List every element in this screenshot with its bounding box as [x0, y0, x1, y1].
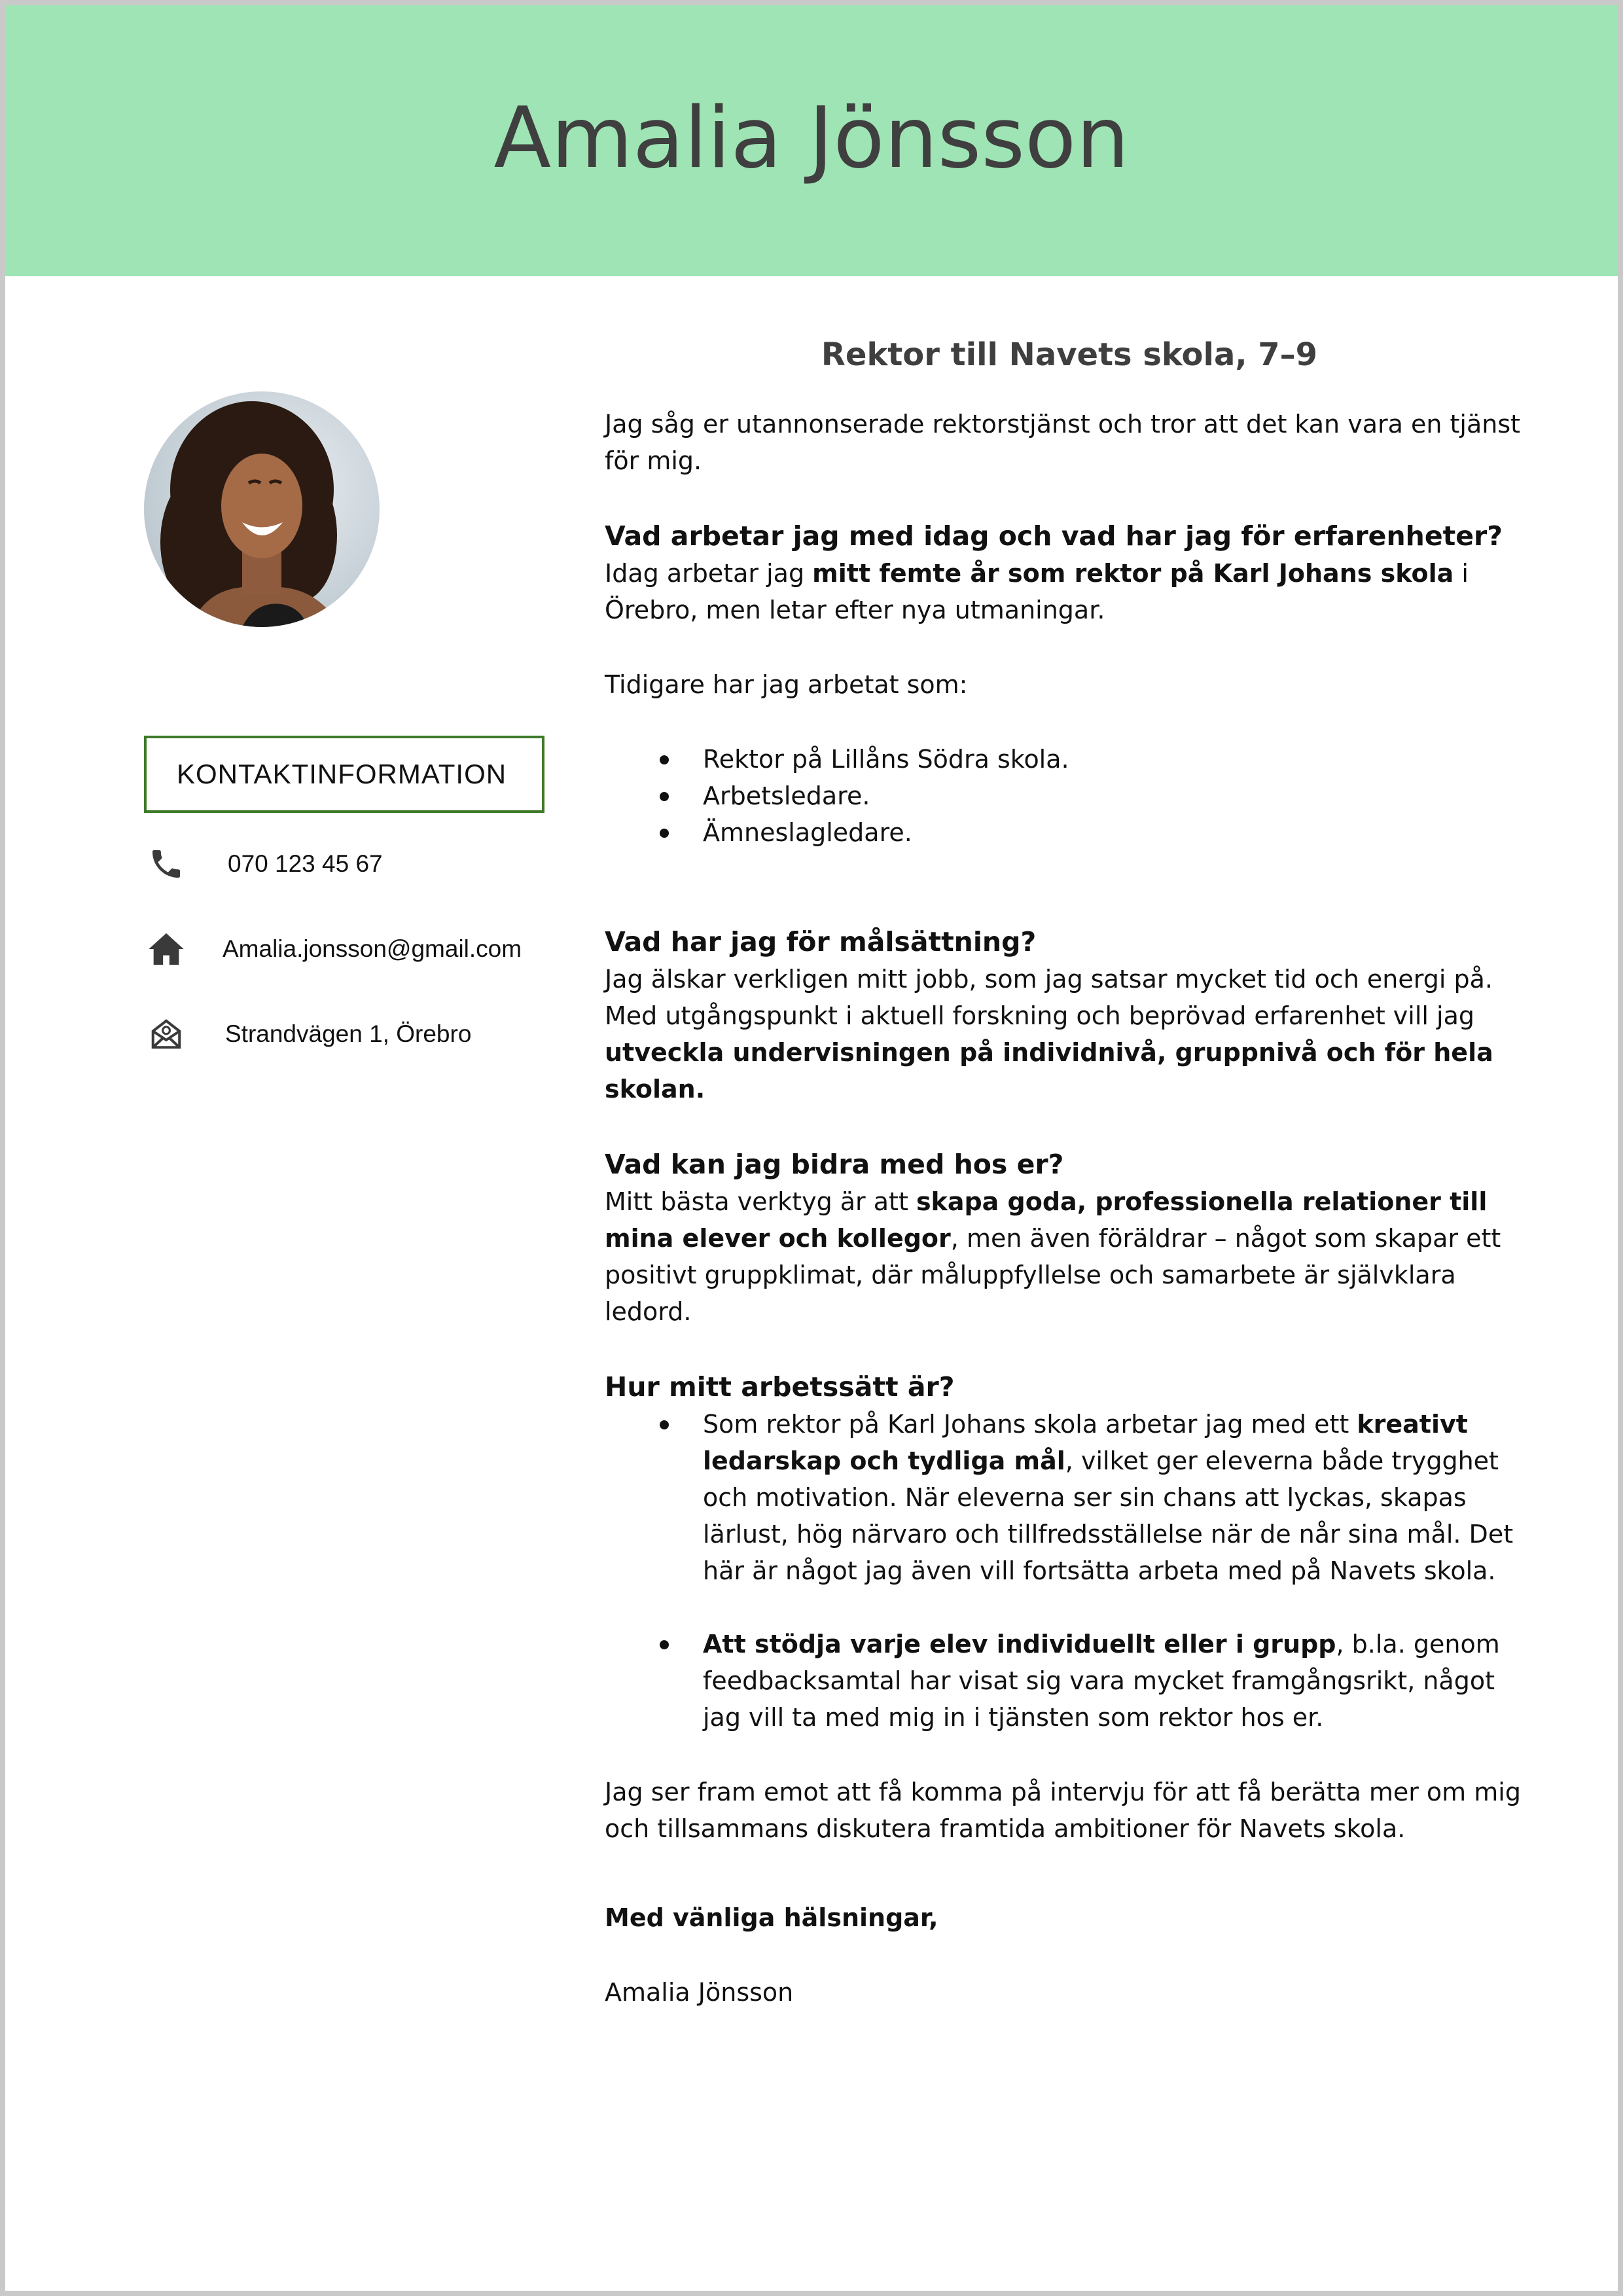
profile-photo: [144, 391, 380, 627]
letter-body: [605, 336, 1534, 2011]
previous-roles-intro: Tidigare har jag arbetat som:: [605, 670, 968, 699]
list-item: Ämneslagledare.: [605, 814, 1534, 851]
section-heading-contribution: Vad kan jag bidra med hos er?: [605, 1149, 1064, 1180]
contact-address-row: [145, 1014, 471, 1054]
letter-title: Rektor till Navets skola, 7–9: [821, 336, 1318, 373]
section-heading-method: Hur mitt arbetssätt är?: [605, 1371, 955, 1403]
envelope-icon: [145, 1014, 187, 1054]
contact-email-row: [145, 929, 522, 969]
method-list: [605, 1406, 1534, 1736]
contribution-paragraph: Mitt bästa verktyg är att skapa goda, professionella relationer till mina elever och kollegor, men även föräldrar – något som skapar ett positivt gruppklimat, där måluppfyllelse och samarbete är självklara ledord.: [605, 1187, 1501, 1326]
intro-paragraph: Jag såg er utannonserade rektorstjänst och tror att det kan vara en tjänst för mig.: [605, 410, 1521, 475]
sign-off: Med vänliga hälsningar,: [605, 1903, 938, 1932]
section-heading-goals: Vad har jag för målsättning?: [605, 926, 1037, 958]
signature: Amalia Jönsson: [605, 1978, 794, 2007]
contact-heading-box: [144, 736, 544, 813]
document-page: [5, 5, 1618, 2291]
contact-email[interactable]: Amalia.jonsson@gmail.com: [223, 935, 522, 962]
home-icon: [145, 929, 187, 969]
previous-roles-list: [605, 741, 1534, 851]
contact-phone[interactable]: 070 123 45 67: [228, 850, 383, 877]
list-item: Arbetsledare.: [605, 778, 1534, 814]
contact-phone-row: [145, 844, 383, 884]
experience-paragraph: Idag arbetar jag mitt femte år som rektor på Karl Johans skola i Örebro, men letar efter nya utmaningar.: [605, 559, 1469, 624]
goals-paragraph: Jag älskar verkligen mitt jobb, som jag satsar mycket tid och energi på. Med utgångspunkt i aktuell forskning och beprövad erfarenhet vill jag utveckla undervisningen på individnivå, gruppnivå och för hela skolan.: [605, 965, 1493, 1103]
contact-heading: KONTAKTINFORMATION: [177, 759, 507, 789]
header-banner: [5, 5, 1618, 276]
phone-icon: [145, 844, 187, 884]
closing-paragraph: Jag ser fram emot att få komma på intervju för att få berätta mer om mig och tillsammans diskutera framtida ambitioner för Navets skola.: [605, 1778, 1521, 1843]
list-item: Att stödja varje elev individuellt eller i grupp, b.la. genom feedbacksamtal har visat sig vara mycket framgångsrikt, något jag vill ta med mig in i tjänsten som rektor hos er.: [605, 1626, 1534, 1736]
section-heading-experience: Vad arbetar jag med idag och vad har jag för erfarenheter?: [605, 520, 1503, 552]
list-item: Rektor på Lillåns Södra skola.: [605, 741, 1534, 778]
contact-address: Strandvägen 1, Örebro: [225, 1020, 472, 1047]
list-item: Som rektor på Karl Johans skola arbetar jag med ett kreativt ledarskap och tydliga mål, vilket ger eleverna både trygghet och motivation. När eleverna ser sin chans att lyckas, skapas lärlust, hög närvaro och tillfredsställelse när de når sina mål. Det här är något jag även vill fortsätta arbeta med på Navets skola.: [605, 1406, 1534, 1589]
applicant-name: Amalia Jönsson: [493, 89, 1130, 187]
